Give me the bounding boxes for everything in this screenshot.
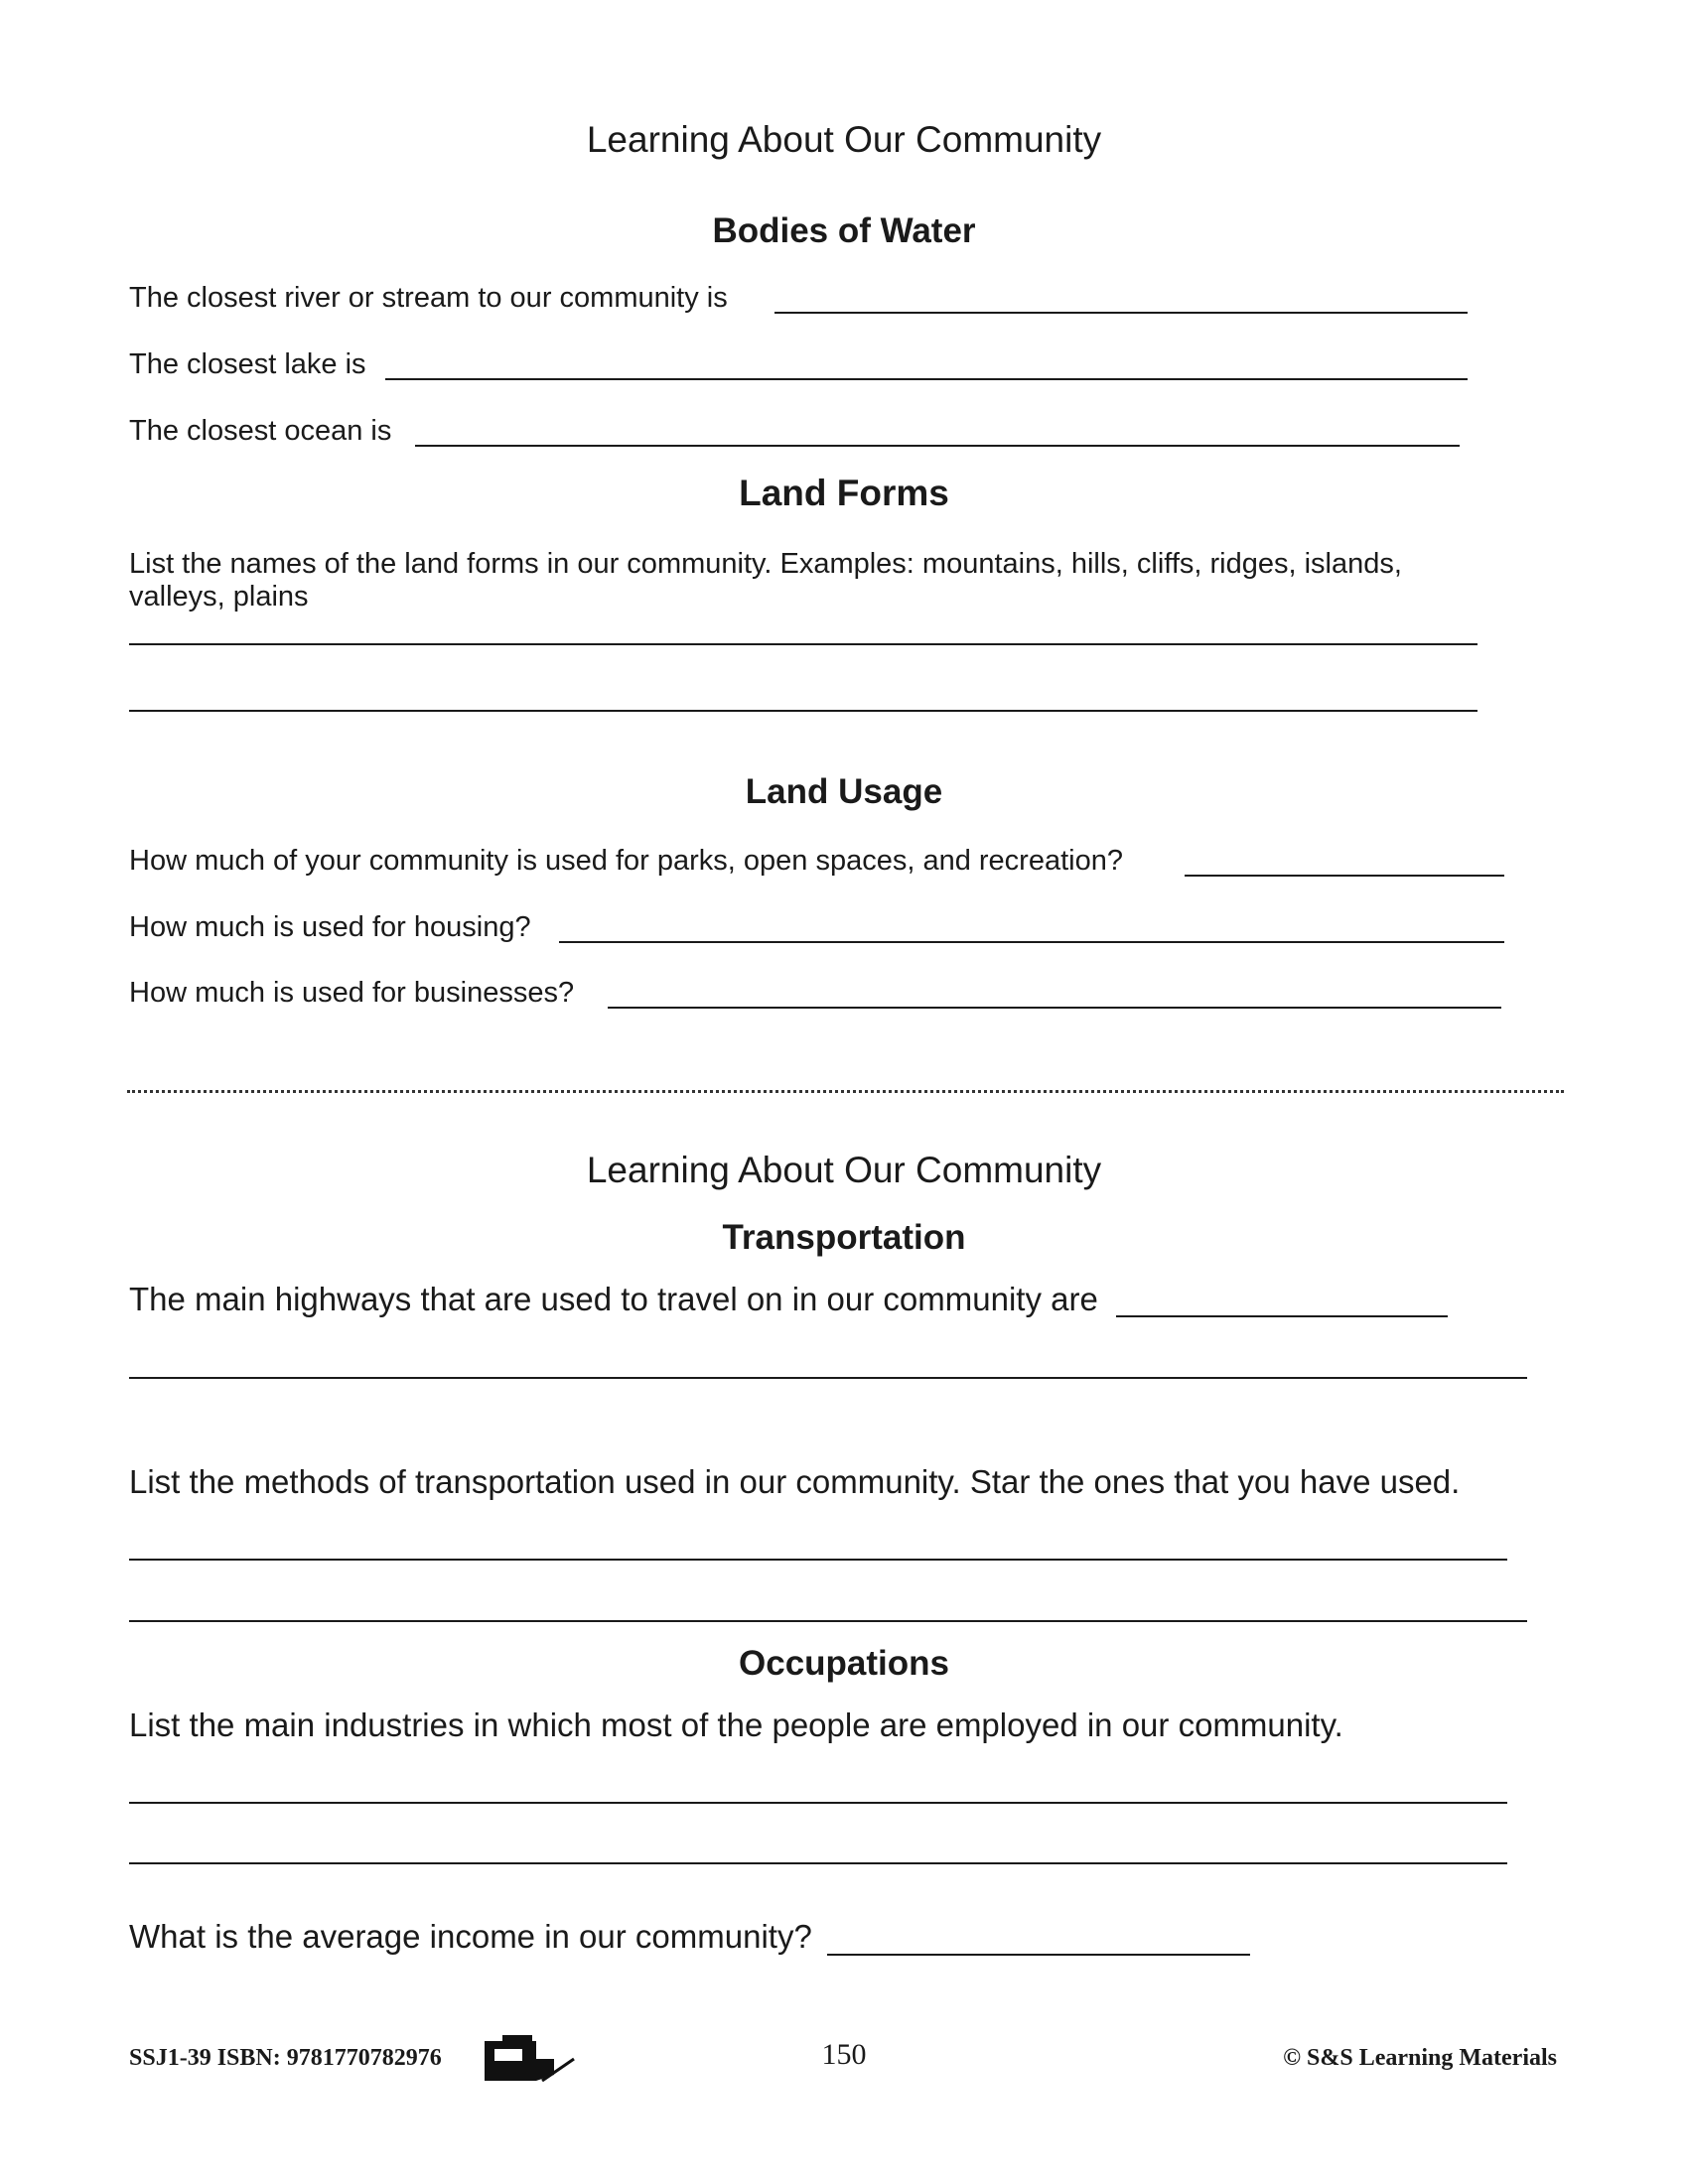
answer-line-land-forms-1[interactable] (129, 643, 1477, 645)
answer-line-transportation-2[interactable] (129, 1620, 1527, 1622)
section-heading-occupations: Occupations (739, 1644, 949, 1683)
instruction-land-forms-line2: valleys, plains (129, 581, 309, 613)
answer-line-main-highways-2[interactable] (129, 1377, 1527, 1379)
answer-line-transportation-1[interactable] (129, 1559, 1507, 1561)
footer-copyright: © S&S Learning Materials (1283, 2045, 1557, 2071)
question-housing: How much is used for housing? (129, 911, 531, 943)
question-closest-river: The closest river or stream to our community is (129, 282, 728, 314)
answer-line-average-income[interactable] (827, 1954, 1250, 1956)
answer-line-closest-river[interactable] (774, 312, 1468, 314)
answer-line-industries-1[interactable] (129, 1802, 1507, 1804)
question-main-highways: The main highways that are used to travel on in our community are (129, 1281, 1098, 1317)
answer-line-closest-lake[interactable] (385, 378, 1468, 380)
question-closest-ocean: The closest ocean is (129, 415, 392, 447)
answer-line-parks-recreation[interactable] (1185, 875, 1504, 877)
section-heading-land-forms: Land Forms (739, 473, 949, 513)
question-closest-lake: The closest lake is (129, 348, 366, 380)
instruction-land-forms-line1: List the names of the land forms in our community. Examples: mountains, hills, cliffs, ridges, islands, (129, 548, 1402, 580)
answer-line-land-forms-2[interactable] (129, 710, 1477, 712)
page-title: Learning About Our Community (586, 119, 1102, 160)
section-heading-bodies-of-water: Bodies of Water (712, 211, 976, 250)
question-businesses: How much is used for businesses? (129, 977, 575, 1009)
page-number: 150 (821, 2038, 867, 2071)
question-transportation-methods: List the methods of transportation used in our community. Star the ones that you have used. (129, 1463, 1461, 1500)
section-heading-land-usage: Land Usage (745, 772, 943, 811)
page-title-second: Learning About Our Community (586, 1150, 1102, 1190)
cut-line-divider (127, 1090, 1564, 1093)
answer-line-industries-2[interactable] (129, 1862, 1507, 1864)
question-average-income: What is the average income in our community? (129, 1918, 812, 1955)
footer-isbn: SSJ1-39 ISBN: 9781770782976 (129, 2045, 442, 2071)
question-parks-recreation: How much of your community is used for parks, open spaces, and recreation? (129, 845, 1123, 877)
answer-line-closest-ocean[interactable] (415, 445, 1460, 447)
answer-line-housing[interactable] (559, 941, 1504, 943)
answer-line-main-highways-1[interactable] (1116, 1315, 1448, 1317)
answer-line-businesses[interactable] (608, 1007, 1501, 1009)
section-heading-transportation: Transportation (722, 1218, 966, 1257)
question-main-industries: List the main industries in which most of the people are employed in our community. (129, 1706, 1343, 1743)
